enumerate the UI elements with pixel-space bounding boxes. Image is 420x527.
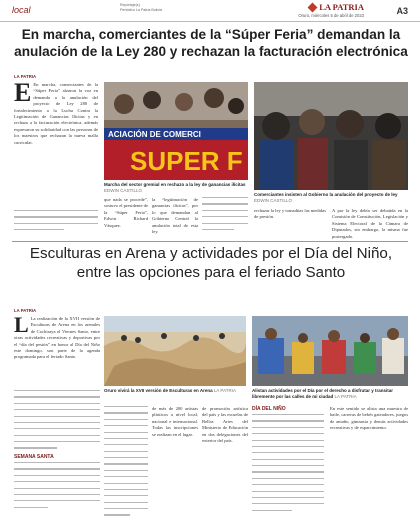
caption4-text: Alistan actividades por el Día por el derecho a disfrutar y transitar libremente por las calles de mi ciudad bbox=[252, 388, 394, 399]
story2-byline: LA PATRIA bbox=[14, 308, 37, 313]
brand-name: LA PATRIA bbox=[319, 2, 364, 12]
story2-semana-text bbox=[14, 462, 100, 513]
story2-col3: de más de 200 artistas plásticos a nivel local, nacional e internacional. Todas las inscripciones se realizan en el lugar. bbox=[152, 406, 198, 437]
story1-col1: E En marcha, comerciantes de la “Súper Feria” alzaron la voz en demanda a la anulación del proyecto de Ley 280 de fortalecimiento a la Lucha Contra la Legitimación de Ganancias Ilícitas y en rechazo a la facturación electrónica, además expresaron su solidaridad con las personas de los maestros que rechazan la nueva malla curricular. bbox=[14, 82, 98, 145]
story1-col4: rechazar la ley y tomaditas las medidas de presión. bbox=[254, 208, 326, 220]
story2-caption4 bbox=[252, 388, 408, 400]
caption2-text: Comerciantes insisten al Gobierno la anulación del proyecto de ley bbox=[254, 192, 398, 197]
caption1-text: Marcha del sector gremial en rechazo a la ley de ganancias ilícitas bbox=[104, 182, 246, 187]
story2-photo-children bbox=[252, 316, 408, 386]
story2-subhead-semana-santa: SEMANA SANTA bbox=[14, 454, 54, 460]
story2-subhead-dia-nino: DÍA DEL NIÑO bbox=[252, 406, 286, 412]
story1-col5: A por la ley debía ser debatida en la Comisión de Constitución, Legislación y Sistema Electoral de la Cámara de Diputados, sin embargo, la misma fue postergada. bbox=[332, 208, 408, 239]
story2-col1-text: La realización de la XVII versión de Esculturas de Arena en los arenales de Cochiraya el Viernes Santo, entre otras actividades recreativas y deportivas por el “día del pestón” en honor al Día del Niño este domingo, son parte de la agenda programada para el feriado Santo. bbox=[14, 316, 100, 360]
story1-photo-march bbox=[104, 82, 248, 180]
story1-col1-more bbox=[14, 210, 98, 236]
story1-col1-text: En marcha, comerciantes de la “Súper Feria” alzaron la voz en demanda a la anulación del proyecto de Ley 280 de fortalecimiento a la Lucha Contra la Legitimación de Ganancias Ilícitas y en rechazo a la facturación electrónica, además expresaron su solidaridad con las personas de los maestros que rechazan la nueva malla curricular. bbox=[14, 82, 98, 145]
story1-caption1 bbox=[104, 182, 248, 194]
story2-col2 bbox=[104, 406, 148, 521]
story1-col2: que nada se procede”, sostuvo el presidente de la “Súper Feria”, Edwin Richard Vásquez. bbox=[104, 197, 148, 228]
banner-top-text: ACIACIÓN DE COMERCI bbox=[108, 130, 201, 139]
page-header bbox=[0, 0, 420, 22]
story2-col1: L La realización de la XVII versión de Esculturas de Arena en los arenales de Cochiraya el Viernes Santo, entre otras actividades recreativas y deportivas por el “día del pestón” en honor al Día del Niño este domingo, son parte de la agenda programada para el feriado Santo. bbox=[14, 316, 100, 360]
caption4-credit: LA PATRIA bbox=[334, 394, 357, 399]
story2-caption3 bbox=[104, 388, 246, 394]
story2-headline: Esculturas en Arena y actividades por el Día del Niño, entre las opciones para el feriado Santo bbox=[29, 245, 393, 281]
story2-col5: En este sentido se alista una muestra de baile, carreras de bebés gateadores, juegos de antaño, gimnasia y demás actividades recreativas y de esparcimiento. bbox=[330, 406, 408, 431]
header-center-line1: Reportaje(s) bbox=[120, 3, 140, 7]
dateline: Oruro, miércoles 5 de abril de 2023 bbox=[298, 13, 364, 18]
brand-mark-icon bbox=[308, 3, 318, 13]
story2-photo-sand bbox=[104, 316, 246, 386]
caption1-credit: EDWIN CASTILLO bbox=[104, 188, 143, 193]
section-name: local bbox=[12, 5, 31, 15]
banner-main-text: SUPER F bbox=[130, 146, 243, 176]
march-photo-image bbox=[104, 82, 248, 180]
story1-col3b bbox=[202, 197, 248, 239]
story1-caption2 bbox=[254, 192, 408, 204]
story1-byline: LA PATRIA bbox=[14, 74, 37, 79]
caption2-credit: EDWIN CASTILLO bbox=[254, 198, 293, 203]
story2-dia-text bbox=[252, 414, 324, 516]
brand-logo bbox=[309, 2, 364, 12]
page-number: A3 bbox=[396, 6, 408, 16]
sand-photo-image bbox=[104, 316, 246, 386]
story1-photo-merchants bbox=[254, 82, 408, 190]
header-center-info bbox=[120, 3, 260, 13]
merchants-photo-image bbox=[254, 82, 408, 190]
caption3-text: Oruro vivirá la XVII versión de Esculturas en Arena bbox=[104, 388, 213, 393]
header-center-line2: Periódico La Patria Bolivia bbox=[120, 8, 162, 12]
children-photo-image bbox=[252, 316, 408, 386]
story2-col1-more bbox=[14, 390, 100, 454]
story1-col3: la “legitimación de ganancias ilícitas”, por lo que demandan al Gobierno Central la anulación total de esta ley. bbox=[152, 197, 198, 235]
caption3-credit: LA PATRIA bbox=[213, 388, 236, 393]
story-divider bbox=[12, 241, 408, 242]
story1-headline: En marcha, comerciantes de la “Súper Feria” demandan la anulación de la Ley 280 y rechazan la facturación electrónica bbox=[14, 27, 408, 59]
story2-col4: de promoción artística del país y las escuelas de Bellas Artes del Ministerio de Educación en dos delegaciones del exterior del país. bbox=[202, 406, 248, 444]
